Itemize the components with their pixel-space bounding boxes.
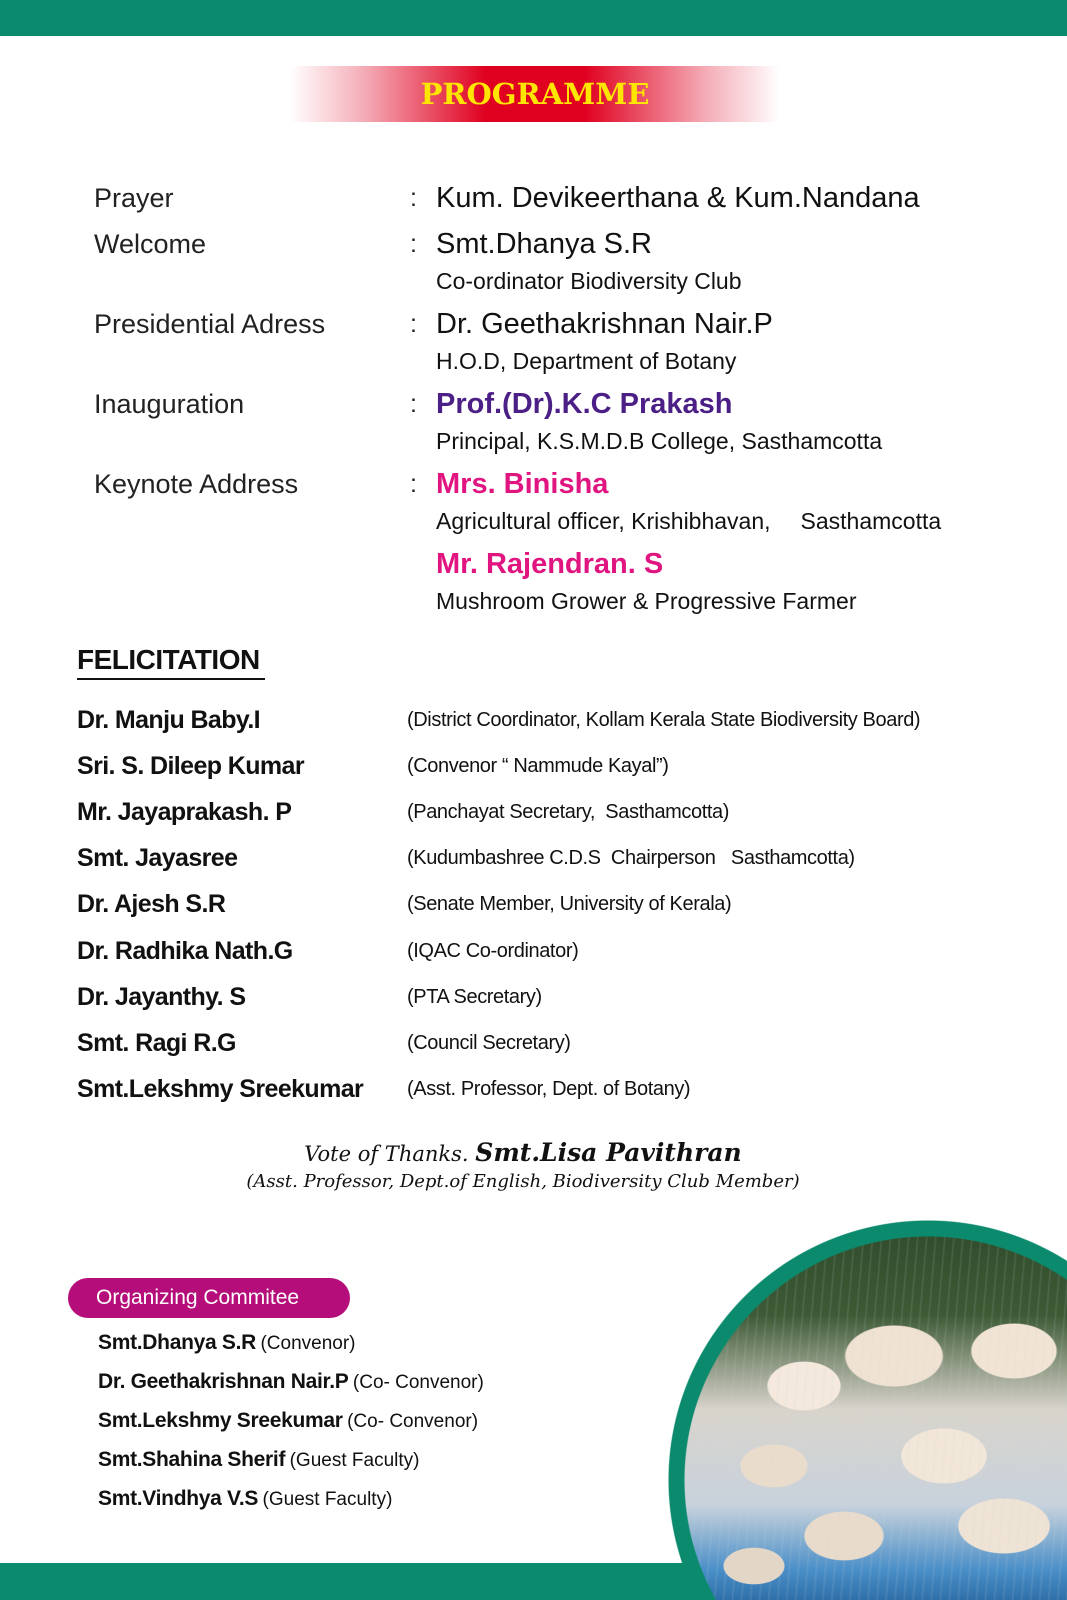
vote-of-thanks-name: Smt.Lisa Pavithran <box>475 1138 742 1167</box>
organizing-committee-badge <box>68 1278 350 1318</box>
committee-member-name: Smt.Vindhya V.S <box>98 1487 259 1510</box>
programme-label: Presidential Adress <box>94 309 326 339</box>
list-item <box>77 1020 1037 1066</box>
list-item <box>77 836 1037 882</box>
felicitation-role: (IQAC Co-ordinator) <box>407 939 579 962</box>
programme-person: Smt.Dhanya S.R <box>436 228 652 260</box>
list-item <box>98 1323 484 1362</box>
felicitation-name: Mr. Jayaprakash. P <box>77 797 292 826</box>
programme-banner <box>290 66 780 122</box>
programme-label: Welcome <box>94 229 207 259</box>
programme-person: Dr. Geethakrishnan Nair.P <box>436 308 773 340</box>
list-item <box>77 697 1037 743</box>
programme-person-role <box>436 502 1034 540</box>
felicitation-role: (Panchayat Secretary, Sasthamcotta) <box>407 800 730 823</box>
felicitation-role: (Asst. Professor, Dept. of Botany) <box>407 1078 691 1101</box>
programme-row-prayer <box>94 180 1034 216</box>
felicitation-role: (Council Secretary) <box>407 1031 571 1054</box>
committee-member-name: Smt.Dhanya S.R <box>98 1331 257 1354</box>
felicitation-name: Smt. Ragi R.G <box>77 1028 236 1057</box>
list-item <box>77 882 1037 928</box>
separator: : <box>410 310 417 338</box>
committee-member-role: (Convenor) <box>260 1333 356 1354</box>
programme-row-inauguration <box>94 386 1034 466</box>
vote-of-thanks-label: Vote of Thanks. <box>304 1142 469 1166</box>
felicitation-role: (Senate Member, University of Kerala) <box>407 893 732 916</box>
separator: : <box>410 390 417 418</box>
mushroom-photo-frame <box>668 1220 1067 1600</box>
programme-person: Mr. Rajendran. S <box>436 548 664 580</box>
felicitation-list <box>77 697 1037 1113</box>
programme-person-role: Co-ordinator Biodiversity Club <box>436 268 742 294</box>
committee-member-name: Dr. Geethakrishnan Nair.P <box>98 1370 349 1393</box>
programme-row-welcome <box>94 226 1034 306</box>
committee-member-role: (Guest Faculty) <box>262 1489 393 1510</box>
felicitation-role: (Convenor “ Nammude Kayal”) <box>407 754 669 777</box>
separator: : <box>410 184 417 212</box>
list-item <box>77 1067 1037 1113</box>
list-item <box>77 974 1037 1020</box>
programme-person: Kum. Devikeerthana & Kum.Nandana <box>436 182 920 214</box>
programme-schedule <box>94 180 1034 626</box>
vote-of-thanks <box>0 1138 1046 1192</box>
felicitation-name: Smt.Lekshmy Sreekumar <box>77 1075 364 1104</box>
committee-member-name: Smt.Shahina Sherif <box>98 1448 286 1471</box>
list-item <box>77 928 1037 974</box>
programme-person-role: H.O.D, Department of Botany <box>436 348 737 374</box>
list-item <box>98 1479 484 1518</box>
programme-person-role: Principal, K.S.M.D.B College, Sasthamcotta <box>436 428 883 454</box>
felicitation-name: Smt. Jayasree <box>77 844 238 873</box>
committee-heading: Organizing Commitee <box>96 1286 300 1309</box>
felicitation-role: (Kudumbashree C.D.S Chairperson Sasthamcotta) <box>407 847 855 870</box>
separator: : <box>410 470 417 498</box>
felicitation-role: (PTA Secretary) <box>407 985 542 1008</box>
role-location: Sasthamcotta <box>800 508 942 534</box>
programme-label: Prayer <box>94 183 174 213</box>
role-text: Agricultural officer, Krishibhavan, <box>436 508 771 534</box>
programme-label: Keynote Address <box>94 469 299 499</box>
mushroom-gills-texture <box>668 1220 1067 1600</box>
programme-row-presidential <box>94 306 1034 386</box>
list-item <box>98 1440 484 1479</box>
programme-row-keynote <box>94 466 1034 626</box>
list-item <box>98 1401 484 1440</box>
list-item <box>77 743 1037 789</box>
programme-person: Mrs. Binisha <box>436 468 609 500</box>
felicitation-role: (District Coordinator, Kollam Kerala State Biodiversity Board) <box>407 708 921 731</box>
vote-of-thanks-role: (Asst. Professor, Dept.of English, Biodiversity Club Member) <box>246 1171 800 1192</box>
felicitation-name: Sri. S. Dileep Kumar <box>77 751 304 780</box>
page-title: PROGRAMME <box>420 77 650 111</box>
list-item <box>77 789 1037 835</box>
programme-label: Inauguration <box>94 389 245 419</box>
programme-person-role: Mushroom Grower & Progressive Farmer <box>436 588 857 614</box>
felicitation-name: Dr. Manju Baby.I <box>77 705 261 734</box>
committee-member-role: (Guest Faculty) <box>289 1450 420 1471</box>
list-item <box>98 1362 484 1401</box>
top-color-band <box>0 0 1067 36</box>
committee-list <box>98 1323 484 1518</box>
committee-member-role: (Co- Convenor) <box>347 1411 479 1432</box>
programme-person: Prof.(Dr).K.C Prakash <box>436 388 733 420</box>
committee-member-name: Smt.Lekshmy Sreekumar <box>98 1409 343 1432</box>
felicitation-name: Dr. Radhika Nath.G <box>77 936 293 965</box>
felicitation-heading: FELICITATION <box>77 644 265 680</box>
committee-member-role: (Co- Convenor) <box>352 1372 484 1393</box>
felicitation-name: Dr. Jayanthy. S <box>77 982 246 1011</box>
felicitation-name: Dr. Ajesh S.R <box>77 890 226 919</box>
separator: : <box>410 230 417 258</box>
